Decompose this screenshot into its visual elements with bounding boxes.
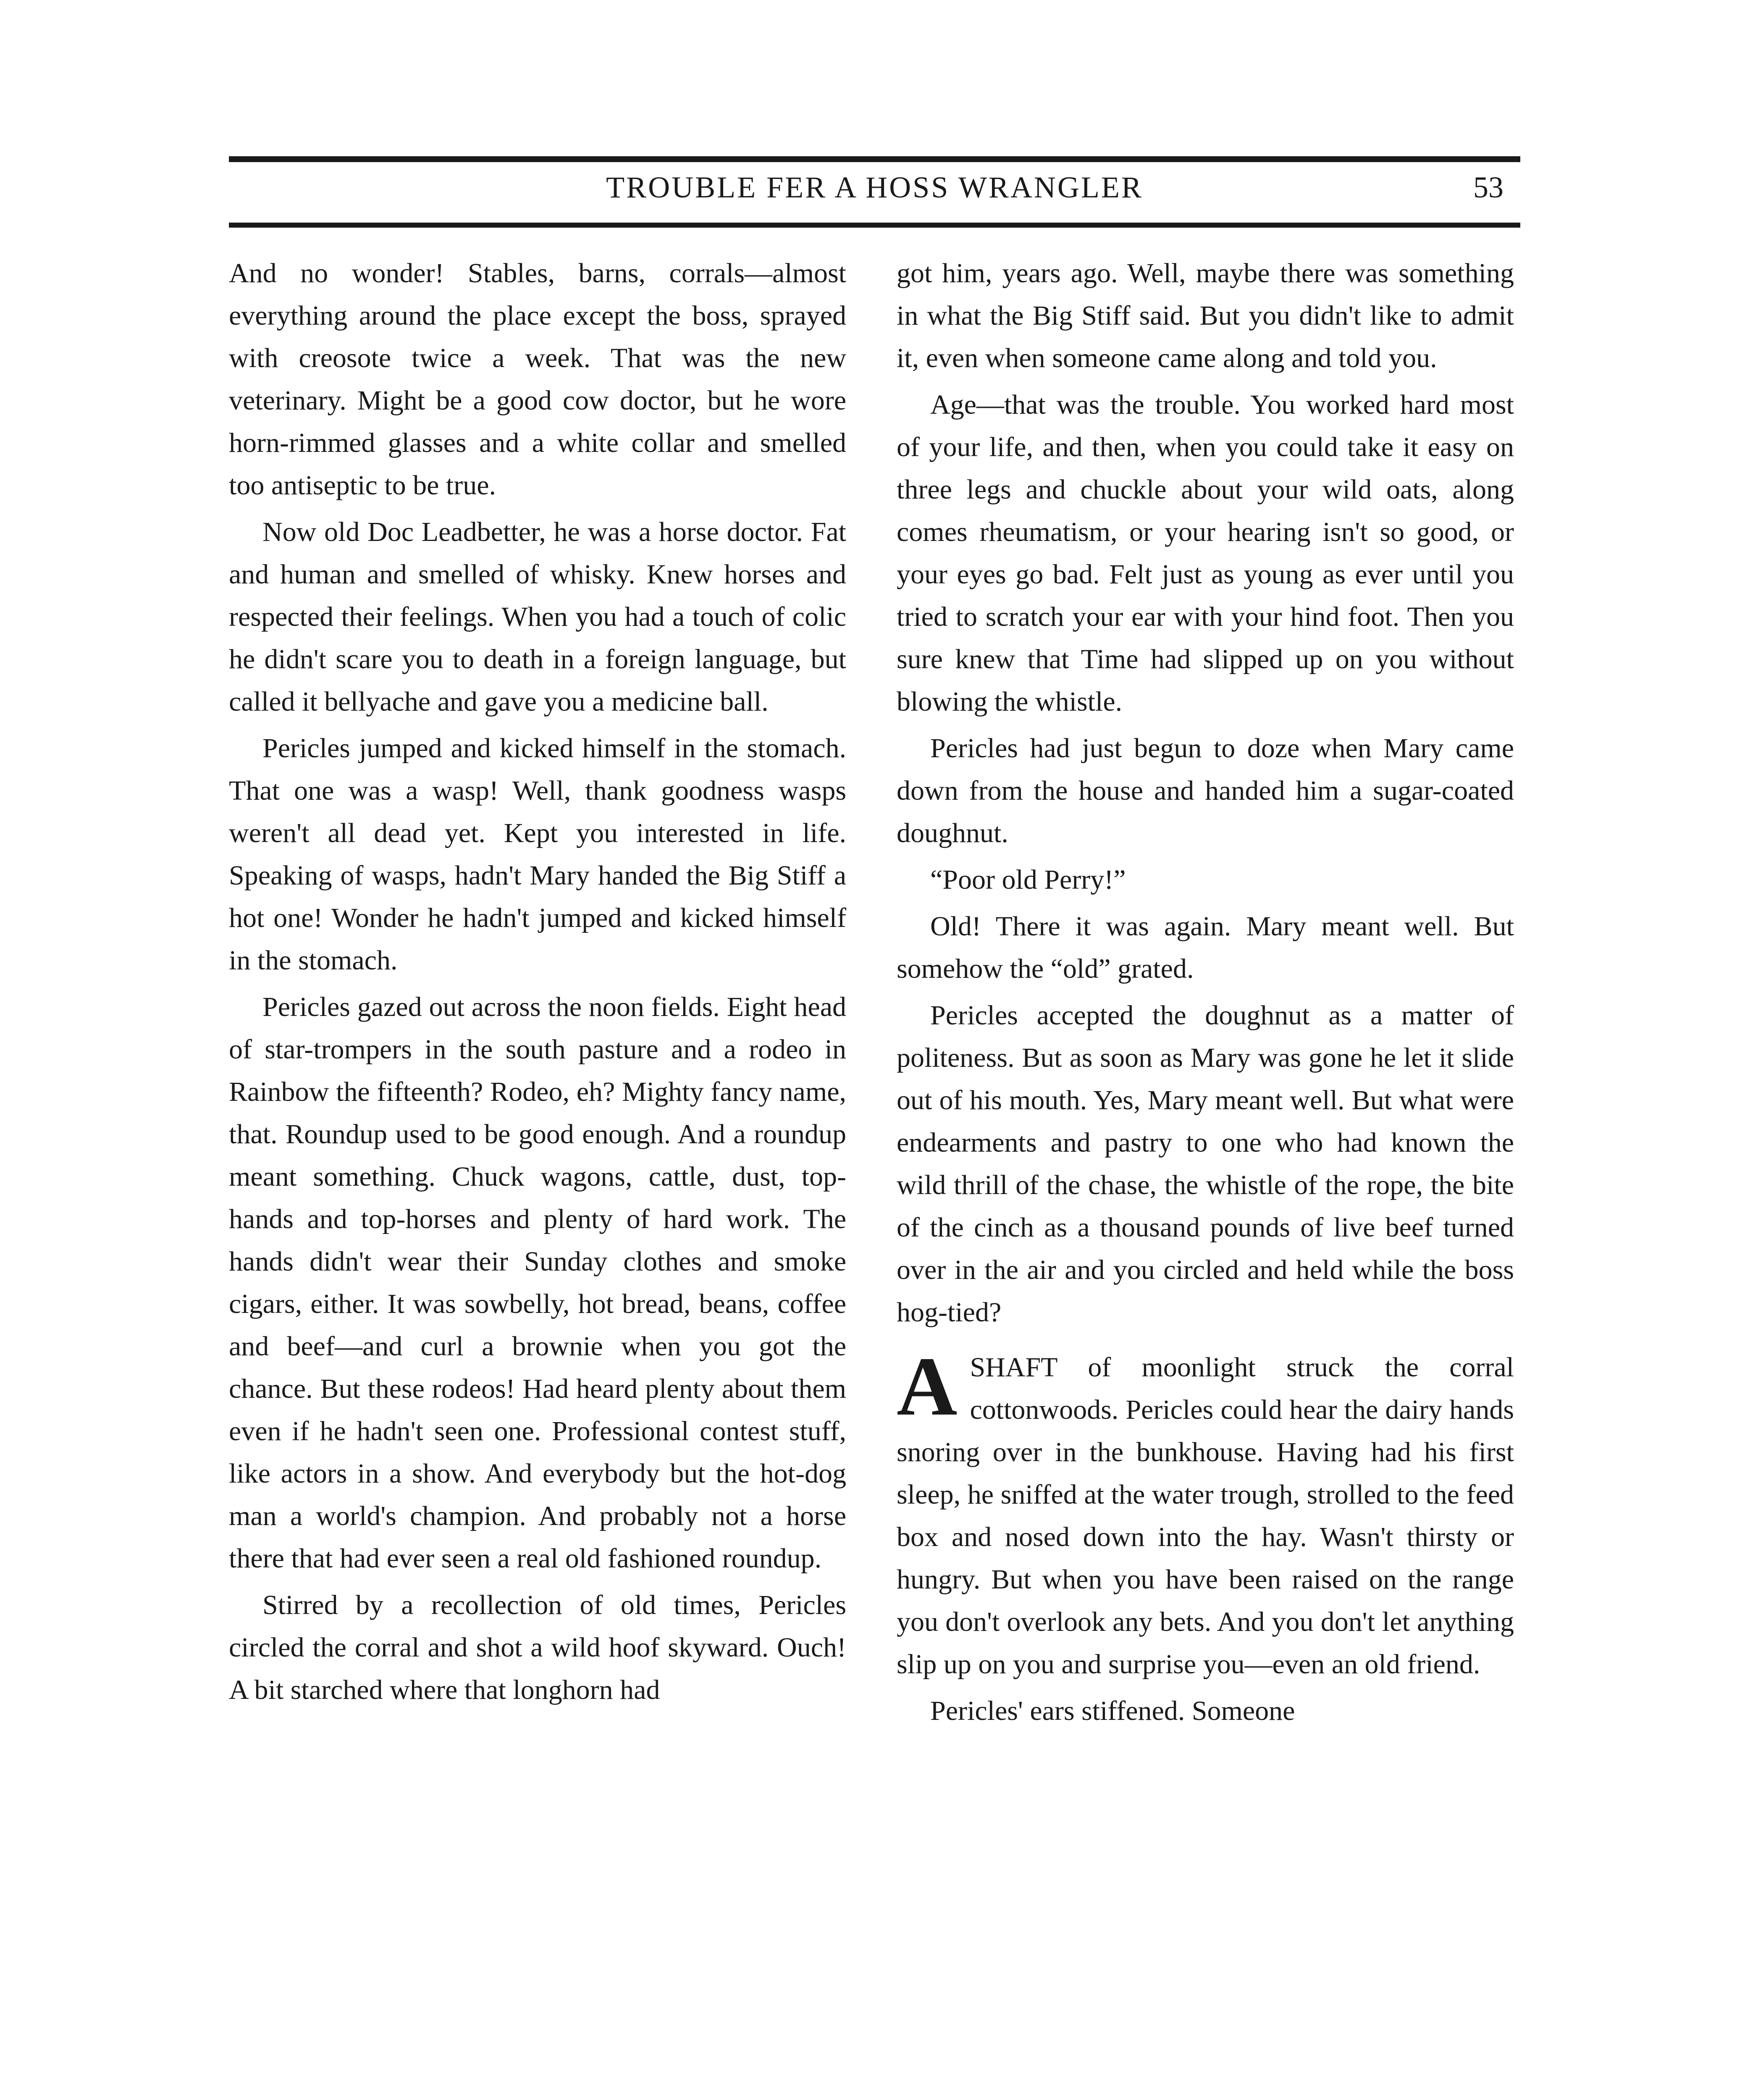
paragraph: got him, years ago. Well, maybe there was something in what the Big Stiff said. But you didn't like to admit it, even when someone came along and told you. (897, 258, 1514, 373)
paragraph: Pericles accepted the doughnut as a matter of politeness. But as soon as Mary was gone he let it slide out of his mouth. Yes, Mary meant well. But what were endearments and pastry to one who had known the wild thrill of the chase, the whistle of the rope, the bite of the cinch as a thousand pounds of live beef turned over in the air and you circled and held while the boss hog-tied? (897, 1000, 1514, 1328)
paragraph: Pericles gazed out across the noon fields. Eight head of star-trompers in the south pasture and a rodeo in Rainbow the fifteenth? Rodeo, eh? Mighty fancy name, that. Roundup used to be good enough. And a roundup meant something. Chuck wagons, cattle, dust, top-hands and top-horses and plenty of hard work. The hands didn't wear their Sunday clothes and smoke cigars, either. It was sowbelly, hot bread, beans, coffee and beef—and curl a brownie when you got the chance. But these rodeos! Had heard plenty about them even if he hadn't seen one. Professional contest stuff, like actors in a show. And everybody but the hot-dog man a world's champion. And probably not a horse there that had ever seen a real old fashioned roundup. (229, 992, 846, 1574)
running-head (229, 166, 1520, 220)
paragraph: Stirred by a recollection of old times, Pericles circled the corral and shot a wild hoof skyward. Ouch! A bit starched where that longhorn had (229, 1590, 846, 1705)
page-number: 53 (1473, 171, 1503, 204)
paragraph: Old! There it was again. Mary meant well. But somehow the “old” grated. (897, 911, 1514, 984)
header-rule-bottom (229, 223, 1520, 228)
running-title: TROUBLE FER A HOSS WRANGLER (606, 171, 1143, 204)
section-paragraph-text: SHAFT of moonlight struck the corral cottonwoods. Pericles could hear the dairy hands snoring over in the bunkhouse. Having had his first sleep, he sniffed at the water trough, strolled to the feed box and nosed down into the hay. Wasn't thirsty or hungry. But when you have been raised on the range you don't overlook any bets. And you don't let anything slip up on you and surprise you—even an old friend. (897, 1352, 1514, 1680)
paragraph: Now old Doc Leadbetter, he was a horse doctor. Fat and human and smelled of whisky. Knew horses and respected their feelings. When you had a touch of colic he didn't scare you to death in a foreign language, but called it bellyache and gave you a medicine ball. (229, 517, 846, 717)
left-column (229, 252, 846, 2100)
paragraph: Age—that was the trouble. You worked hard most of your life, and then, when you could take it easy on three legs and chuckle about your wild oats, along comes rheumatism, or your hearing isn't so good, or your eyes go bad. Felt just as young as ever until you tried to scratch your ear with your hind foot. Then you sure knew that Time had slipped up on you without blowing the whistle. (897, 389, 1514, 717)
paragraph: Pericles' ears stiffened. Someone (930, 1696, 1295, 1726)
right-column (897, 252, 1514, 2100)
section-opening-paragraph (897, 1340, 1514, 1685)
drop-cap: A (897, 1340, 958, 1433)
paragraph: Pericles had just begun to doze when Mary came down from the house and handed him a sugar-coated doughnut. (897, 733, 1514, 848)
paragraph: “Poor old Perry!” (930, 864, 1126, 895)
header-rule-top (229, 156, 1520, 162)
paragraph: Pericles jumped and kicked himself in the stomach. That one was a wasp! Well, thank goodness wasps weren't all dead yet. Kept you interested in life. Speaking of wasps, hadn't Mary handed the Big Stiff a hot one! Wonder he hadn't jumped and kicked himself in the stomach. (229, 733, 846, 976)
paragraph: And no wonder! Stables, barns, corrals—almost everything around the place except the boss, sprayed with creosote twice a week. That was the new veterinary. Might be a good cow doctor, but he wore horn-rimmed glasses and a white collar and smelled too antiseptic to be true. (229, 258, 846, 501)
